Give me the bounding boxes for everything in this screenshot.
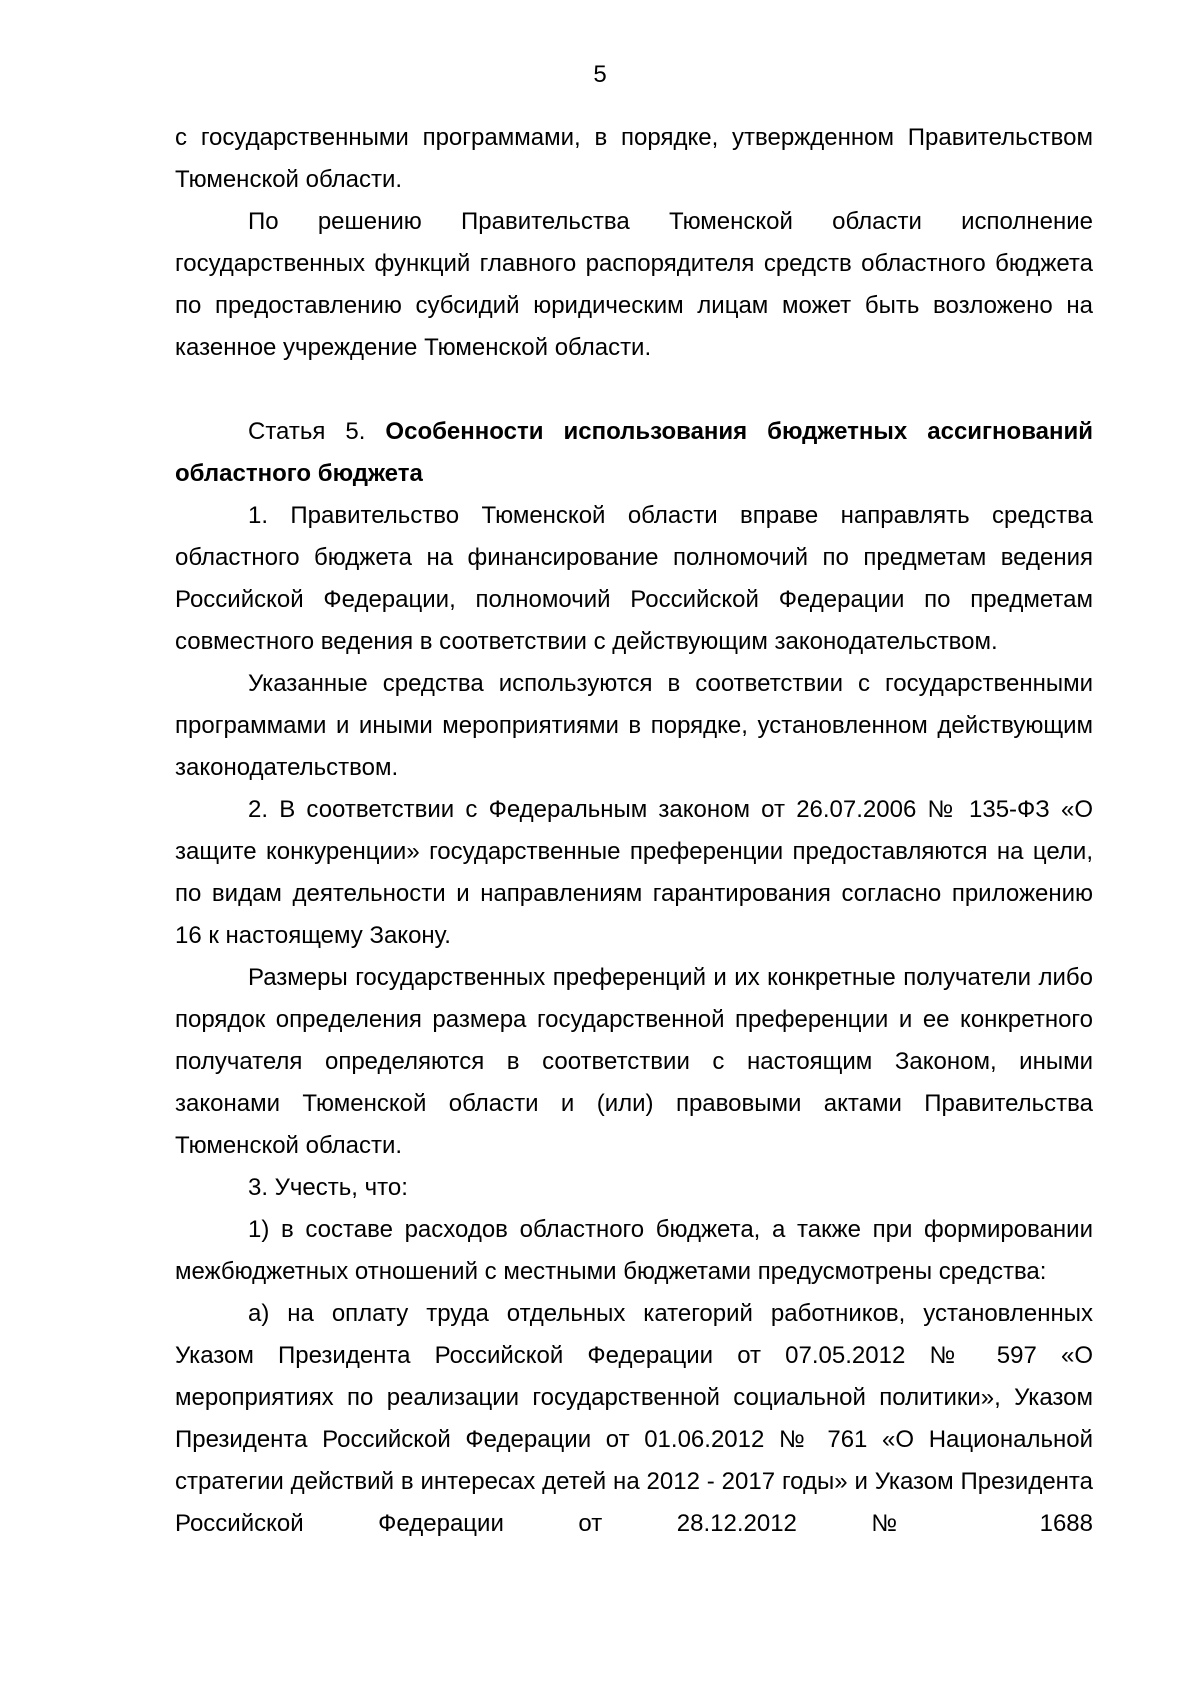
article-title: Особенности использования бюджетных ассигнований областного бюджета bbox=[175, 418, 1093, 487]
article-paragraph-2: Указанные средства используются в соответствии с государственными программами и иными мероприятиями в порядке, установленном действующим законодательством. bbox=[175, 670, 1093, 781]
document-body bbox=[175, 117, 1093, 1545]
article-paragraph-3: 2. В соответствии с Федеральным законом от 26.07.2006 № 135-ФЗ «О защите конкуренции» государственные преференции предоставляются на цели, по видам деятельности и направлениям гарантирования согласно приложению 16 к настоящему Закону. bbox=[175, 796, 1093, 949]
article-paragraph-7: а) на оплату труда отдельных категорий работников, установленных Указом Президента Российской Федерации от 07.05.2012 № 597 «О мероприятиях по реализации государственной социальной политики», Указом Президента Российской Федерации от 01.06.2012 № 761 «О Национальной стратегии действий в интересах детей на 2012 - 2017 годы» и Указом Президента Российской Федерации от 28.12.2012 № 1688 bbox=[175, 1300, 1093, 1537]
article-paragraph-4: Размеры государственных преференций и их конкретные получатели либо порядок определения размера государственной преференции и ее конкретного получателя определяются в соответствии с настоящим Законом, иными законами Тюменской области и (или) правовыми актами Правительства Тюменской области. bbox=[175, 964, 1093, 1159]
article-heading bbox=[175, 411, 1093, 495]
article-paragraph-6: 1) в составе расходов областного бюджета, а также при формировании межбюджетных отношений с местными бюджетами предусмотрены средства: bbox=[175, 1216, 1093, 1285]
page-number: 5 bbox=[593, 61, 607, 88]
paragraph-continuation: с государственными программами, в порядке, утвержденном Правительством Тюменской области. bbox=[175, 124, 1093, 193]
article-paragraph-1: 1. Правительство Тюменской области вправе направлять средства областного бюджета на финансирование полномочий по предметам ведения Российской Федерации, полномочий Российской Федерации по предметам совместного ведения в соответствии с действующим законодательством. bbox=[175, 502, 1093, 655]
article-prefix: Статья 5. bbox=[248, 418, 386, 445]
article-paragraph-5: 3. Учесть, что: bbox=[248, 1174, 408, 1201]
paragraph-treasury-institution: По решению Правительства Тюменской области исполнение государственных функций главного распорядителя средств областного бюджета по предоставлению субсидий юридическим лицам может быть возложено на казенное учреждение Тюменской области. bbox=[175, 208, 1093, 361]
